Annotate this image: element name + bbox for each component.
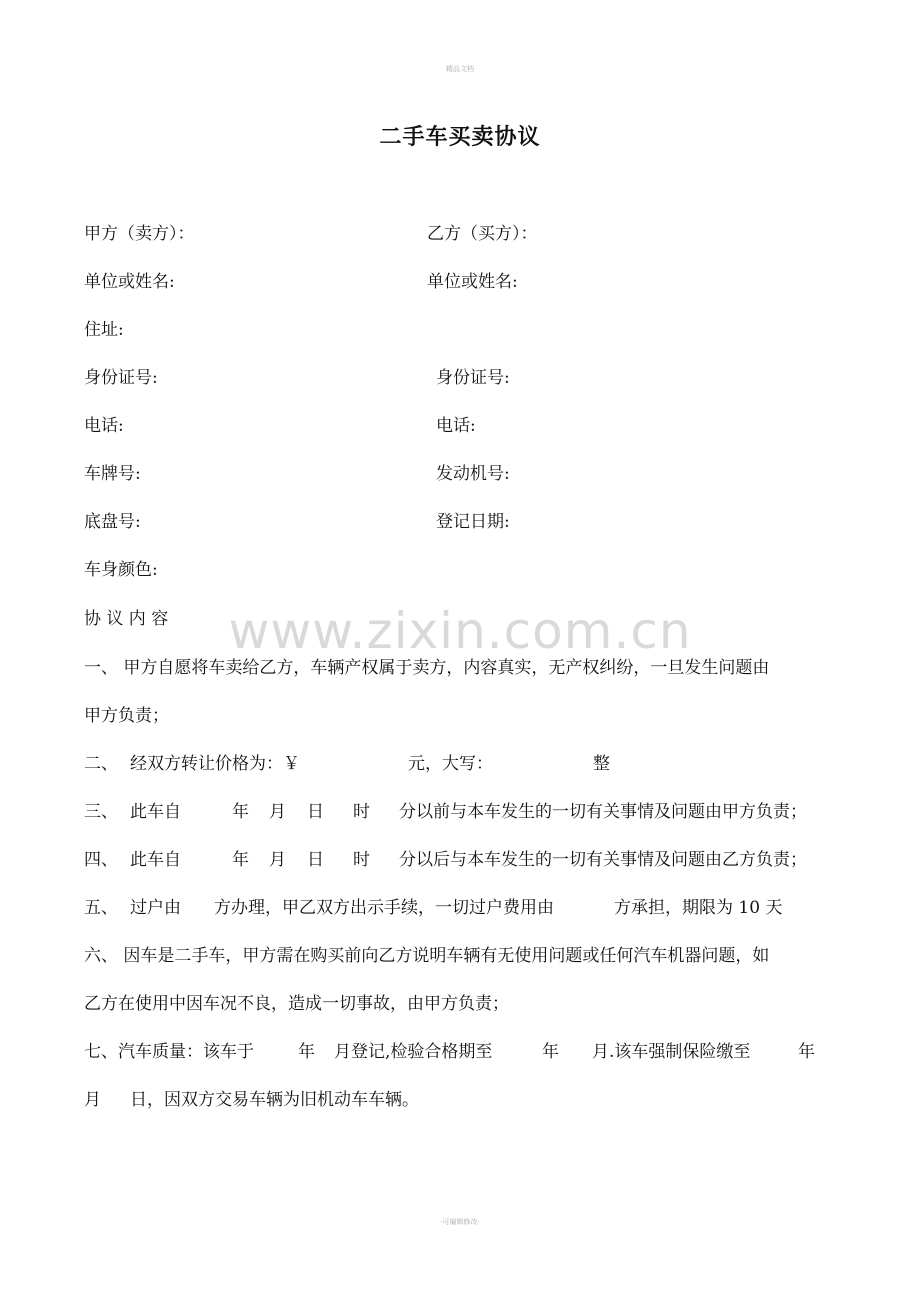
clause-2-zheng: 整 [593,754,610,774]
clause-7-b: 月登记,检验合格期至 [334,1042,493,1062]
footer-mark: ·可编辑修改· [440,1218,480,1226]
clause-3-from: 此车自 [130,802,181,822]
party-a-address: 住址: [84,320,124,340]
header-mark: 精品文档 [446,65,474,73]
vehicle-engine: 发动机号: [436,464,510,484]
vehicle-reg-date: 登记日期: [436,512,510,532]
page-title: 二手车买卖协议 [379,125,541,150]
clause-3-day: 日 [307,802,324,822]
clause-4-text: 分以后与本车发生的一切有关事情及问题由乙方负责； [399,850,807,870]
party-b-name: 单位或姓名: [427,272,518,292]
clause-7-month: 月 [84,1090,101,1110]
party-a-id: 身份证号: [84,368,158,388]
party-b-id: 身份证号: [436,368,510,388]
clause-4-number: 四、 [84,850,118,870]
party-a-phone: 电话: [84,416,124,436]
clause-7-c: 月.该车强制保险缴至 [592,1042,751,1062]
watermark: www.zixin.com.cn [228,602,692,660]
clause-7-d: 日，因双方交易车辆为旧机动车车辆。 [130,1090,419,1110]
clause-5-b: 方办理，甲乙双方出示手续，一切过户费用由 [214,898,554,918]
clause-7-year-2: 年 [542,1042,559,1062]
party-b-phone: 电话: [436,416,476,436]
clause-3-year: 年 [232,802,249,822]
clause-3-number: 三、 [84,802,118,822]
clause-1-line-2: 甲方负责； [84,706,169,726]
vehicle-chassis: 底盘号: [84,512,141,532]
clause-3-text: 分以前与本车发生的一切有关事情及问题由甲方负责； [399,802,807,822]
clause-7-year-1: 年 [298,1042,315,1062]
clause-7-a: 七、汽车质量：该车于 [84,1042,254,1062]
clause-5-a: 过户由 [130,898,181,918]
vehicle-color: 车身颜色: [84,560,158,580]
party-a-name: 单位或姓名: [84,272,175,292]
clause-3-month: 月 [269,802,286,822]
clause-6-line-2: 乙方在使用中因车况不良，造成一切事故，由甲方负责； [84,994,509,1014]
clause-2-yuan: 元，大写： [408,754,493,774]
clause-3-hour: 时 [353,802,370,822]
vehicle-plate: 车牌号: [84,464,141,484]
clause-6-line-1: 六、 因车是二手车，甲方需在购买前向乙方说明车辆有无使用问题或任何汽车机器问题，如 [84,946,770,966]
section-heading: 协 议 内 容 [84,609,169,629]
clause-4-year: 年 [232,850,249,870]
clause-4-hour: 时 [353,850,370,870]
clause-5-number: 五、 [84,898,118,918]
clause-4-day: 日 [307,850,324,870]
clause-2-number: 二、 [84,754,118,774]
clause-2-price: 经双方转让价格为：￥ [130,754,300,774]
clause-5-c: 方承担，期限为 10 天 [614,898,783,918]
clause-1-line-1: 一、 甲方自愿将车卖给乙方，车辆产权属于卖方，内容真实，无产权纠纷，一旦发生问题由 [84,658,770,678]
party-b-label: 乙方（买方）： [427,224,538,244]
party-a-label: 甲方（卖方）： [84,224,195,244]
clause-7-year-3: 年 [798,1042,815,1062]
clause-4-from: 此车自 [130,850,181,870]
clause-4-month: 月 [269,850,286,870]
